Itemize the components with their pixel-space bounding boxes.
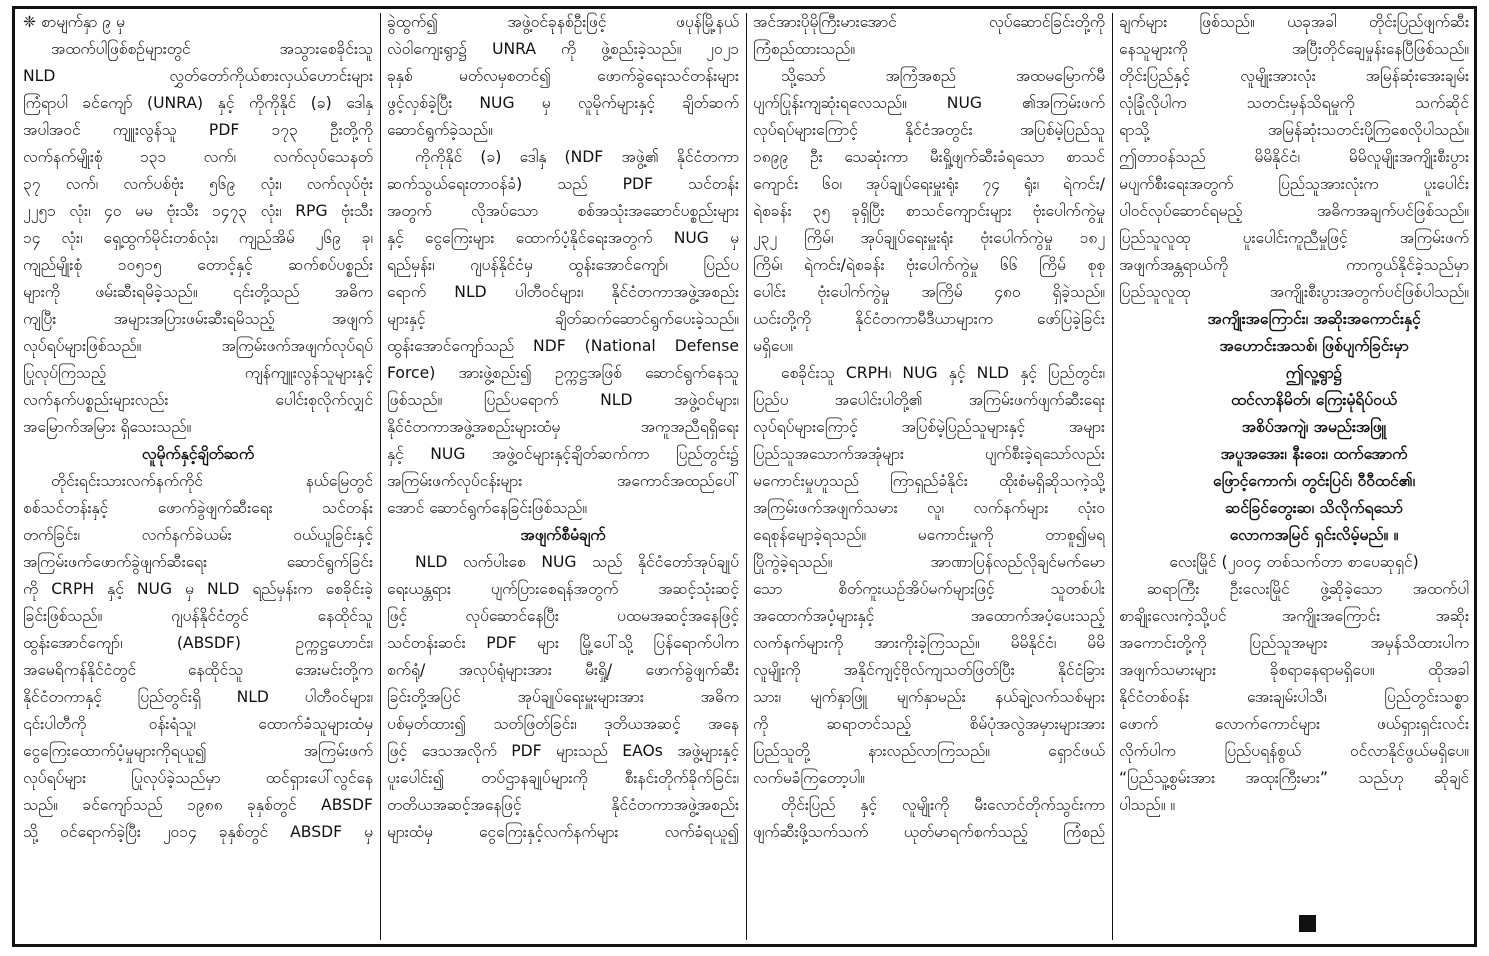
text-line: NLD လက်ပါးစေ NUG သည် နိုင်ငံတော်အုပ်ချုပ်: [415, 553, 739, 571]
text-line: ပူးပေါင်း၍ တပ်ဌာနချုပ်များကို စီးနင်းတိုက်ခိုက်ခြင်း၊: [387, 769, 739, 787]
text-line: ဖြင့် လုပ်ဆောင်နေပြီး ပထမအဆင့်အနေဖြင့်: [387, 607, 739, 625]
poem-line: အပူအအေး၊ နီးဝေး၊ ထက်အောက်: [1220, 445, 1408, 463]
text-line: ချက်များ ဖြစ်သည်။ ယခုအခါ တိုင်းပြည်ဖျက်ဆီး: [1119, 13, 1469, 31]
text-line: ထွန်းအောင်ကျော်၊ (ABSDF) ဥက္ကဋ္ဌဟောင်း၊: [23, 634, 373, 652]
text-line: အမေရိကန်နိုင်ငံတွင် နေထိုင်သူ အေးမင်းတို့က: [23, 661, 373, 679]
text-line: အင်အားပိုမိုကြီးမားအောင် လုပ်ဆောင်ခြင်းတို့ကို: [753, 13, 1105, 31]
poem-line: အစိပ်အကျဲ၊ အမည်းအဖြူ: [1241, 418, 1387, 436]
poem-line: ဖြောင့်ကောက်၊ တွင်းပြင်၊ ဝီဝီထင်၏၊: [1212, 472, 1416, 490]
text-line: ဖောက် လောက်ကောင်များ ဖယ်ရှားရှင်းလင်း: [1119, 715, 1469, 733]
text-line: ဖြင့် ဒေသအလိုက် PDF များသည် EAOs အဖွဲ့များနှင့်: [387, 742, 739, 760]
text-line: ၎င်းပါတီကို ဝန်းရံသူ၊ ထောက်ခံသူများထံမှ: [23, 715, 373, 733]
text-line: တိုင်းပြည် နှင့် လူမျိုးကို မီးလောင်တိုက်သွင်းကာ: [781, 796, 1105, 814]
text-line: နှင့် ငွေကြေးများ ထောက်ပံ့နိုင်ရေးအတွက် NUG မှ: [387, 229, 739, 247]
text-line: လုပ်ရပ်များ ပြုလုပ်ခဲ့သည်မှာ ထင်ရှားပေါ်လွင်နေ: [23, 769, 373, 787]
text-line: လုပ်ရပ်များကြောင့် အပြစ်မဲ့ပြည်သူများနှင့် အများ: [753, 418, 1105, 436]
text-line: ရေးယန္တရား ပျက်ပြားစေရန်အတွက် အဆင့်သုံးဆင့်: [387, 580, 739, 598]
text-line: သို့ ဝင်ရောက်ခဲ့ပြီး ၂၀၁၄ ခုနှစ်တွင် ABSDF မှ: [23, 823, 373, 841]
text-line: ယင်းတို့ကို နိုင်ငံတကာမီဒီယာများက ဖော်ပြခဲ့ခြင်း: [753, 310, 1105, 328]
text-line: Force) အားဖွဲ့စည်း၍ ဥက္ကဋ္ဌအဖြစ် ဆောင်ရွက်နေသူ: [387, 364, 739, 382]
text-line: နိုင်ငံတစ်ဝန်း အေးချမ်းပါသီ၊ ပြည်တွင်းသစ္စာ: [1119, 688, 1469, 706]
text-line: နေသူများကို အပြီးတိုင်ချေမှုန်းနေပြီဖြစ်သည်။: [1119, 40, 1469, 58]
text-line: အထက်ပါဖြစ်စဉ်များတွင် အသွားစေခိုင်းသူ: [51, 40, 373, 58]
text-line: သား၊ မျက်နှာဖြူ မျက်နှာမည်း နယ်ချဲ့လက်သစ်များ: [753, 688, 1105, 706]
column-divider: [1112, 13, 1113, 940]
text-line: ကိုကိုနိုင် (ခ) ဒေါနှ (NDF အဖွဲ့၏ နိုင်ငံတကာ: [415, 148, 739, 166]
text-column-4: [1115, 9, 1473, 944]
text-line: ပေါင်း ဗုံးပေါက်ကွဲမှု အကြိမ် ၄၈၀ ရှိခဲ့သည်။: [753, 283, 1105, 301]
text-line: အကြမ်းဖက်လုပ်ငန်းများ အကောင်အထည်ပေါ်: [387, 472, 739, 490]
column-divider: [380, 13, 381, 940]
text-line: စစ်သင်တန်းနှင့် ဖောက်ခွဲဖျက်ဆီးရေး သင်တန်း: [23, 499, 373, 517]
text-line: တိုင်းပြည်နှင့် လူမျိုးအားလုံး အမြန်ဆုံးအေးချမ်း: [1119, 67, 1469, 85]
text-line: ပြည်သူအသောက်အအုံများ ပျက်စီးခဲ့ရသော်လည်း: [753, 445, 1105, 463]
text-line: လက်နက်ပစ္စည်းများလည်း ပေါင်းစုလိုက်လျှင်: [23, 391, 373, 409]
text-line: သည်။ ခင်ကျော်သည် ၁၉၈၈ ခုနှစ်တွင် ABSDF: [23, 796, 373, 814]
text-column-1: [19, 9, 377, 944]
text-line: ၃၇ လက်၊ လက်ပစ်ဗုံး ၅၆၉ လုံး၊ လက်လုပ်ဗုံး: [23, 175, 373, 193]
text-line: မကောင်းမှုဟူသည် ကြာရှည်ခံနိုင်း ထိုးစံမရှိဆိုသကဲ့သို့: [753, 472, 1105, 490]
text-line: ၂၂၅၁ လုံး၊ ၄၀ မမ ဗုံးသီး ၁၄၇၃ လုံး၊ RPG ဗုံးသီး: [23, 202, 373, 220]
text-line: ကို ဆရာတင်သည့် စိမ်ပုံအလွဲအမှားများအား: [753, 715, 1105, 733]
text-line: ရဲစခန်း ၃၅ ခုရှိပြီး စာသင်ကျောင်းများ ဗုံးပေါက်ကွဲမှု: [753, 202, 1105, 220]
text-line: လက်မခံကြတော့ပါ။: [753, 769, 865, 787]
text-line: ရေစုန်မျောခဲ့ရသည်။ မကောင်းမှုကို တာစူ၍မရ: [753, 526, 1105, 544]
text-line: အကြမ်းဖက်အဖျက်သမား လူ၊ လက်နက်များ လုံးဝ: [753, 499, 1105, 517]
text-line: ဆောင်ရွက်ခဲ့သည်။: [387, 121, 493, 139]
text-line: ခြင်းတို့အပြင် အုပ်ချုပ်ရေးမှူးများအား အဓိက: [387, 688, 739, 706]
text-line: မပျက်စီးရေးအတွက် ပြည်သူအားလုံးက ပူးပေါင်း: [1119, 175, 1469, 193]
text-line: ဖွင့်လှစ်ခဲ့ပြီး NUG မှ လူမိုက်များနှင့် ချိတ်ဆက်: [387, 94, 739, 112]
text-line: များနှင့် ချိတ်ဆက်ဆောင်ရွက်ပေးခဲ့သည်။: [387, 310, 739, 328]
text-line: လုပ်ရပ်များဖြစ်သည်။ အကြမ်းဖက်အဖျက်လုပ်ရပ်: [23, 337, 373, 355]
text-line: ပြည်သူလူထု ပူးပေါင်းကူညီမှုဖြင့် အကြမ်းဖက်: [1119, 229, 1469, 247]
text-line: အမြောက်အမြား ရှိသေးသည်။: [23, 418, 192, 436]
text-line: ထွန်းအောင်ကျော်သည် NDF (National Defense: [387, 337, 739, 355]
text-line: စေခိုင်းသူ CRPH၊ NUG နှင့် NLD နှင့် ပြည်တွင်း၊: [781, 364, 1105, 382]
section-heading: အဖျက်စီမံချက်: [520, 526, 606, 544]
text-line: ပါဝင်လုပ်ဆောင်ရမည့် အဓိကအချက်ပင်ဖြစ်သည်။: [1119, 202, 1469, 220]
text-line: ကျည်မျိုးစုံ ၁၀၅၁၅ တောင့်နှင့် ဆက်စပ်ပစ္စည်း: [23, 256, 373, 274]
text-line: လက်နက်များကို အားကိုးခဲ့ကြသည်။ မိမိနိုင်ငံ၊ မိမိ: [753, 634, 1105, 652]
text-line: ဖျက်ဆီးဖို့သက်သက် ယုတ်မာရက်စက်သည့် ကြံစည်: [753, 823, 1105, 841]
poem-line: ထင်လာနိမိတ်၊ ကြေးမုံရိပ်ဝယ်: [1230, 391, 1398, 409]
section-heading: လူမိုက်နှင့်ချိတ်ဆက်: [141, 445, 255, 463]
text-line: ဤတာဝန်သည် မိမိနိုင်ငံ၊ မိမိလူမျိုးအကျိုးစီးပွား: [1119, 148, 1469, 166]
text-line: ခွဲထွက်၍ အဖွဲ့ဝင်ခုနစ်ဦးဖြင့် ဖပုန်မြို့နယ်: [387, 13, 739, 31]
text-line: ၂၃၂ ကြိမ်၊ အုပ်ချုပ်ရေးမှူးရုံး ဗုံးပေါက်ကွဲမှု ၁၈၂: [753, 229, 1105, 247]
text-line: ကျပြီး အများအပြားဖမ်းဆီးရမိသည့် အဖျက်: [23, 310, 373, 328]
text-line: ရောက် NLD ပါတီဝင်များ၊ နိုင်ငံတကာအဖွဲ့အစည်း: [387, 283, 739, 301]
text-line: ဆရာကြီး ဦးလေးမြိုင် ဖွဲ့ဆိုခဲ့သော အထက်ပါ: [1147, 580, 1469, 598]
text-line: အကောင်းတို့ကို ပြည်သူအများ အမှန်သိထားပါက: [1119, 634, 1469, 652]
text-line: ပါသည်။ ။: [1119, 796, 1176, 814]
text-line: စာချိုးလေးကဲ့သို့ပင် အကျိုးအကြောင်း အဆိုး: [1119, 607, 1469, 625]
poem-line: အဟောင်းအသစ်၊ ဖြစ်ပျက်ခြင်းမှာ: [1219, 337, 1409, 355]
text-line: ခြင်းဖြစ်သည်။ ဂျပန်နိုင်ငံတွင် နေထိုင်သူ: [23, 607, 373, 625]
text-line: “ပြည်သူ့စွမ်းအား အထုးကြီးမား” သည်ဟု ဆိုချင်: [1119, 769, 1469, 787]
text-line: အဖျက်သမားများ ခိုစရာနေရာမရှိပေ။ ထိုအခါ: [1119, 661, 1469, 679]
text-line: ၁၈၉၉ ဦး သေဆုံးကာ မီးရှို့ဖျက်ဆီးခံရသော စာသင်: [753, 148, 1105, 166]
poem-line: လောကအမြင် ရှင်းလိမ့်မည်။ ။: [1229, 526, 1399, 544]
text-line: အဖျက်အန္တရာယ်ကို ကာကွယ်နိုင်ခဲ့သည်မှာ: [1119, 256, 1469, 274]
text-line: အပါအဝင် ကျူးလွန်သူ PDF ၁၇၃ ဦးတို့ကို: [23, 121, 373, 139]
text-line: ကျောင်း ၆၀၊ အုပ်ချုပ်ရေးမှူးရုံး ၇၄ ရုံး၊ ရဲကင်း/: [753, 175, 1105, 193]
poem-line: ဆင်ခြင်တွေးဆ၊ သိလိုက်ရသော်: [1225, 499, 1403, 517]
column-divider: [746, 13, 747, 940]
text-line: ၁၄ လုံး၊ ရှေ့ထွက်မိုင်းတစ်လုံး၊ ကျည်အိမ် ၂၆၉ ခု၊: [23, 229, 373, 247]
poem-line: ဤလူ့ရွာ၌: [1285, 364, 1343, 382]
text-line: ကြိမ်၊ ရဲကင်း/ရဲစခန်း ဗုံးပေါက်ကွဲမှု ၆၆ ကြိမ် စုစု: [753, 256, 1105, 274]
text-line: လေးမြိုင် (၂၀၀၄ တစ်သက်တာ စာပေဆုရှင်): [1169, 553, 1419, 571]
text-line: ကို CRPH နှင့် NUG မှ NLD ရည်မှန်းက စေခိုင်းခဲ့: [23, 580, 373, 598]
end-of-article-square-icon: [1299, 915, 1316, 932]
text-line: တက်ခြင်း၊ လက်နက်ခဲယမ်း ဝယ်ယူခြင်းနှင့်: [23, 526, 373, 544]
text-line: လုံခြုံလိုပါက သတင်းမှန်သိရမှုကို သက်ဆိုင်: [1119, 94, 1469, 112]
text-line: သို့သော် အကြံအစည် အထမမြောက်မီ: [781, 67, 1105, 85]
text-line: ပြုလုပ်ကြသည့် ကျန်ကျူးလွန်သူများနှင့်: [23, 364, 373, 382]
text-line: လိုက်ပါက ပြည်ပရန်စွယ် ဝင်လာနိုင်ဖွယ်မရှိပေ။: [1119, 742, 1469, 760]
article-page: [12, 6, 1477, 947]
text-line: လုပ်ရပ်များကြောင့် နိုင်ငံအတွင်း အပြစ်မဲ့ပြည်သူ: [753, 121, 1105, 139]
text-line: စက်ရုံ/ အလုပ်ရုံများအား မီးရှို့/ ဖောက်ခွဲဖျက်ဆီး: [387, 661, 739, 679]
text-line: မရှိပေ။: [753, 337, 793, 355]
text-line: ပစ်မှတ်ထား၍ သတ်ဖြတ်ခြင်း၊ ဒုတိယအဆင့် အနေ: [387, 715, 739, 733]
text-line: လက်နက်မျိုးစုံ ၁၃၁ လက်၊ လက်လုပ်သေနတ်: [23, 148, 373, 166]
text-line: နှင့် NUG အဖွဲ့ဝင်များနှင့်ချိတ်ဆက်ကာ ပြည်တွင်း၌: [387, 445, 739, 463]
text-line: ရာသို့ အမြန်ဆုံးသတင်းပို့ကြစေလိုပါသည်။: [1119, 121, 1469, 139]
text-line: ကြံစည်ထားသည်။: [753, 40, 856, 58]
text-line: နိုင်ငံတကာအဖွဲ့အစည်းများထံမှ အကူအညီရရှိရေး: [387, 418, 739, 436]
text-line: ဆက်သွယ်ရေးတာဝန်ခံ) သည် PDF သင်တန်း: [387, 175, 739, 193]
text-line: တိုင်းရင်းသားလက်နက်ကိုင် နယ်မြေတွင်: [51, 472, 373, 490]
text-line: လဲဝါကျေးရွာ၌ UNRA ကို ဖွဲ့စည်းခဲ့သည်။ ၂၀၂၁: [387, 40, 739, 58]
text-line: ပြည်သူတို့ နားလည်လာကြသည်။ ရှောင်ဖယ်: [753, 742, 1105, 760]
text-line: ဖြစ်သည်။ ပြည်ပရောက် NLD အဖွဲ့ဝင်များ၊: [387, 391, 739, 409]
text-line: အထောက်အပံ့များနှင့် အထောက်အပံ့ပေးသည့်: [753, 607, 1105, 625]
text-line: ရည်မှန်း၊ ဂျပန်နိုင်ငံမှ ထွန်းအောင်ကျော်၊ ပြည်ပ: [387, 256, 739, 274]
text-column-2: [383, 9, 743, 944]
text-line: များကို ဖမ်းဆီးရမိခဲ့သည်။ ၎င်းတို့သည် အဓိက: [23, 283, 373, 301]
text-line: ခုနှစ် မတ်လမှစတင်၍ ဖောက်ခွဲရေးသင်တန်းများ: [387, 67, 739, 85]
text-line: အကြမ်းဖက်ဖောက်ခွဲဖျက်ဆီးရေး ဆောင်ရွက်ခြင်း: [23, 553, 373, 571]
text-line: ပြည်သူလူထု အကျိုးစီးပွားအတွက်ပင်ဖြစ်ပါသည်။: [1119, 283, 1469, 301]
text-line: များထံမှ ငွေကြေးနှင့်လက်နက်များ လက်ခံရယူ၍: [387, 823, 739, 841]
text-line: အတွက် လိုအပ်သော စစ်အသုံးအဆောင်ပစ္စည်းများ: [387, 202, 739, 220]
text-column-3: [749, 9, 1109, 944]
text-line: သင်တန်းဆင်း PDF များ မြို့ပေါ်သို့ ပြန်ရောက်ပါက: [387, 634, 739, 652]
text-line: ကြံရာပါ ခင်ကျော် (UNRA) နှင့် ကိုကိုနိုင် (ခ) ဒေါနှ: [23, 94, 373, 112]
text-line: ❈ စာမျက်နှာ ၉ မှ: [23, 13, 125, 31]
text-line: ငွေကြေးထောက်ပံ့မှုများကိုရယူ၍ အကြမ်းဖက်: [23, 742, 373, 760]
text-line: သော စိတ်ကူးယဉ်အိပ်မက်များဖြင့် သူတစ်ပါး: [753, 580, 1105, 598]
text-line: လူမျိုးကို အနိုင်ကျင့်ဗိုလ်ကျသတ်ဖြတ်ပြီး နိုင်ငံခြား: [753, 661, 1105, 679]
text-line: အောင် ဆောင်ရွက်နေခြင်းဖြစ်သည်။: [387, 499, 588, 517]
text-line: ပြည်ပ အပေါင်းပါတို့၏ အကြမ်းဖက်ဖျက်ဆီးရေး: [753, 391, 1105, 409]
text-line: တတိယအဆင့်အနေဖြင့် နိုင်ငံတကာအဖွဲ့အစည်း: [387, 796, 739, 814]
poem-line: အကျိုးအကြောင်း၊ အဆိုးအကောင်းနှင့်: [1207, 310, 1421, 328]
text-line: ပြိုကွဲခဲ့ရသည်။ အာဏာပြန်လည်လိုချင်မက်မော: [753, 553, 1105, 571]
text-line: ပျက်ပြုန်းကျဆုံးရလေသည်။ NUG ၏အကြမ်းဖက်: [753, 94, 1105, 112]
text-line: နိုင်ငံတကာနှင့် ပြည်တွင်းရှိ NLD ပါတီဝင်များ၊: [23, 688, 373, 706]
text-line: NLD လွှတ်တော်ကိုယ်စားလှယ်ဟောင်းများ: [23, 67, 373, 85]
